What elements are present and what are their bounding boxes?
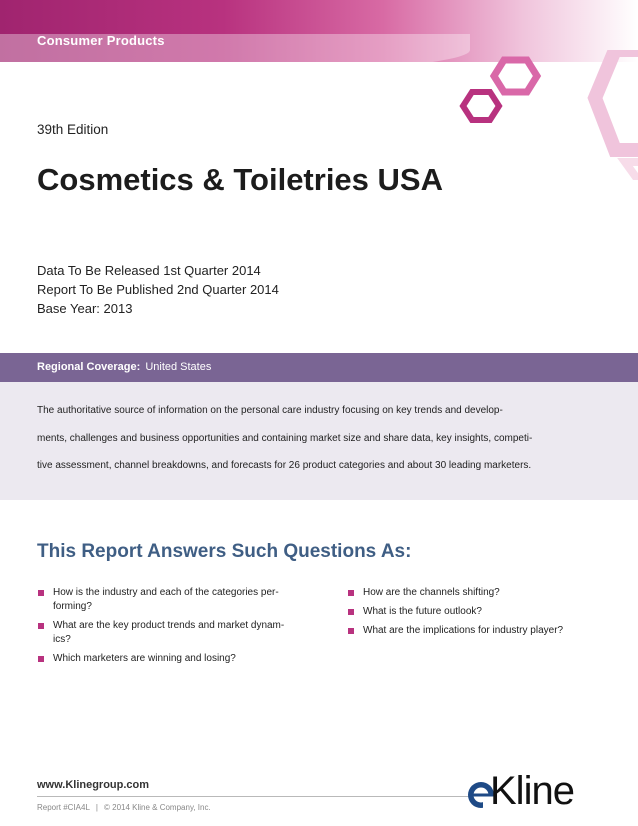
kline-logo <box>466 769 606 817</box>
square-bullet-icon <box>348 609 354 615</box>
question-line: How is the industry and each of the categories per- <box>53 587 279 598</box>
question-line: What is the future outlook? <box>363 606 482 617</box>
square-bullet-icon <box>38 656 44 662</box>
release-date-line: Data To Be Released 1st Quarter 2014 <box>37 263 261 278</box>
coverage-label: Regional Coverage: <box>37 361 141 373</box>
description-line: tive assessment, channel breakdowns, and forecasts for 26 product categories and about 30 leading marketers. <box>37 460 532 471</box>
coverage-text <box>37 361 211 373</box>
coverage-value: United States <box>145 361 212 373</box>
square-bullet-icon <box>38 590 44 596</box>
footer-text <box>37 803 211 812</box>
footer-separator: | <box>95 803 98 812</box>
publish-date-line: Report To Be Published 2nd Quarter 2014 <box>37 282 279 297</box>
category-label: Consumer Products <box>37 33 165 48</box>
question-line: What are the implications for industry player? <box>363 625 564 636</box>
report-title: Cosmetics & Toiletries USA <box>37 162 443 197</box>
report-number: Report #CIA4L <box>37 803 90 812</box>
list-item <box>347 624 617 638</box>
list-item <box>37 652 327 666</box>
release-dates <box>37 261 279 318</box>
question-line: How are the channels shifting? <box>363 587 500 598</box>
question-line: What are the key product trends and market dynam- <box>53 620 285 631</box>
questions-list-left <box>37 586 327 671</box>
list-item <box>37 586 327 614</box>
copyright: © 2014 Kline & Company, Inc. <box>104 803 211 812</box>
base-year-line: Base Year: 2013 <box>37 301 133 316</box>
square-bullet-icon <box>38 623 44 629</box>
description-line: The authoritative source of information on the personal care industry focusing on key trends and develop- <box>37 405 503 416</box>
description-line: ments, challenges and business opportunities and containing market size and share data, key insights, competi- <box>37 432 533 444</box>
hexagon-decoration-icon <box>455 50 638 180</box>
logo-text: Kline <box>490 769 574 813</box>
questions-heading: This Report Answers Such Questions As: <box>37 541 412 562</box>
website-link[interactable]: www.Klinegroup.com <box>37 779 150 791</box>
description-text <box>37 397 612 480</box>
list-item <box>37 619 327 647</box>
square-bullet-icon <box>348 590 354 596</box>
coverage-bar <box>0 353 638 382</box>
footer-divider <box>37 796 469 797</box>
description-box <box>0 382 638 500</box>
question-line: ics? <box>53 634 71 645</box>
question-line: forming? <box>53 601 92 612</box>
list-item <box>347 605 617 619</box>
question-line: Which marketers are winning and losing? <box>53 653 236 664</box>
edition-label: 39th Edition <box>37 122 109 137</box>
square-bullet-icon <box>348 628 354 634</box>
questions-list-right <box>347 586 617 643</box>
list-item <box>347 586 617 600</box>
